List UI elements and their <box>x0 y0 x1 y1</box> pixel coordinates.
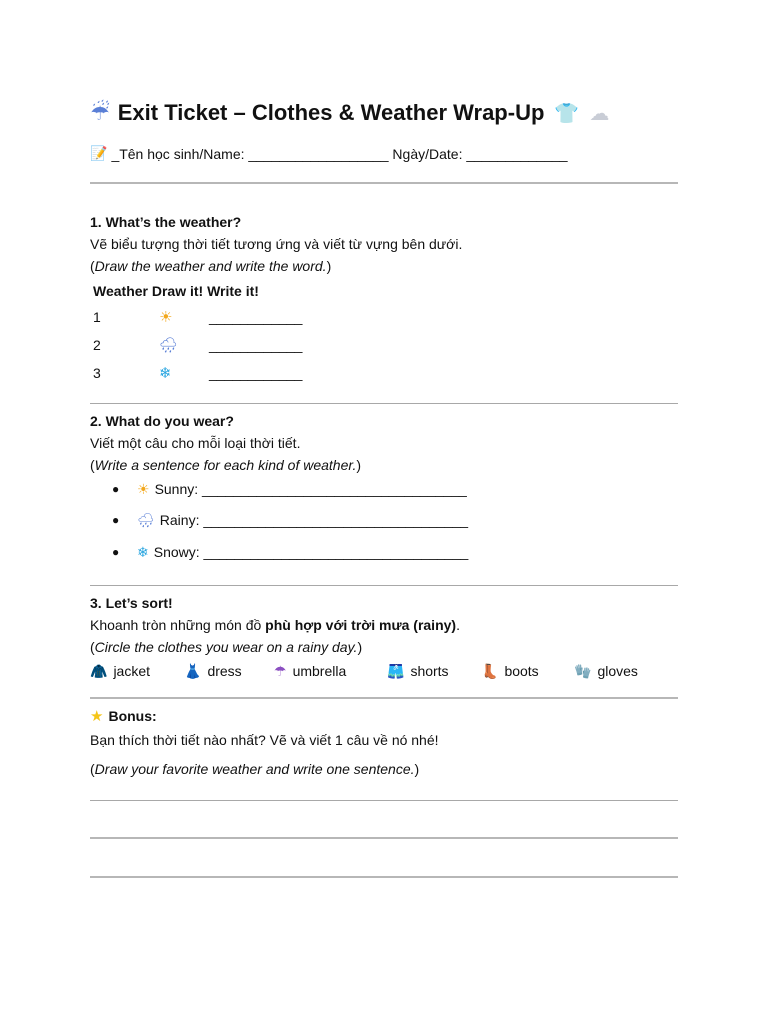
section2-heading: 2. What do you wear? <box>90 413 234 429</box>
bonus-instruction-en: (Draw your favorite weather and write one sentence.) <box>90 761 420 777</box>
write-line: ____________ <box>209 365 303 381</box>
section3-instruction-prefix: Khoanh tròn những món đồ <box>90 617 266 633</box>
bullet-icon: ● <box>112 513 120 527</box>
clothes-item-shorts[interactable] <box>387 663 481 680</box>
clothes-label: umbrella <box>292 663 347 679</box>
page-title <box>90 96 678 130</box>
clothes-label: jacket <box>113 663 151 679</box>
bonus-heading-text: Bonus: <box>108 708 157 724</box>
list-item <box>112 510 468 530</box>
answer-line[interactable] <box>90 837 678 839</box>
section3-instruction-suffix: . <box>456 617 460 633</box>
weather-table-header: Weather Draw it! Write it! <box>93 283 259 299</box>
clothes-item-gloves[interactable] <box>574 663 638 680</box>
jacket-icon: 🧥 <box>90 662 108 679</box>
clothes-list <box>90 661 678 681</box>
section2-instruction-vi: Viết một câu cho mỗi loại thời tiết. <box>90 435 301 451</box>
divider <box>90 403 678 404</box>
rain-icon: 🌧 <box>137 511 155 528</box>
answer-line[interactable] <box>90 876 678 878</box>
bullet-icon: ● <box>112 545 120 559</box>
section1-instruction-en-text: Draw the weather and write the word. <box>94 258 327 274</box>
section3-instruction-bold: phù hợp với trời mưa (rainy) <box>265 617 457 633</box>
sun-icon: ☀ <box>137 480 150 497</box>
sentence-prompt: Rainy: __________________________________ <box>159 512 469 528</box>
list-item <box>112 542 468 562</box>
weather-row <box>93 363 302 383</box>
row-number: 3 <box>93 365 101 381</box>
divider <box>90 585 678 586</box>
sentence-prompt: Sunny: __________________________________ <box>154 481 467 497</box>
rain-icon: 🌧 <box>159 337 179 354</box>
clothes-label: shorts <box>410 663 449 679</box>
bonus-instruction-en-text: Draw your favorite weather and write one sentence. <box>94 761 415 777</box>
row-number: 2 <box>93 337 101 353</box>
shorts-icon: 🩳 <box>387 662 405 679</box>
memo-icon: 📝 <box>90 145 108 161</box>
clothes-item-jacket[interactable] <box>90 663 184 680</box>
boot-icon: 👢 <box>481 662 499 679</box>
section2-instruction-en-text: Write a sentence for each kind of weather. <box>94 457 357 473</box>
bonus-instruction-vi: Bạn thích thời tiết nào nhất? Vẽ và viết 1 câu về nó nhé! <box>90 732 439 748</box>
section3-heading: 3. Let’s sort! <box>90 595 173 611</box>
snowflake-icon: ❄ <box>137 543 149 560</box>
name-date-text: _Tên học sinh/Name: __________________ Ngày/Date: _____________ <box>111 145 568 162</box>
clothes-item-boots[interactable] <box>481 663 574 680</box>
tshirt-icon: 👕 <box>554 102 580 125</box>
list-item <box>112 479 467 499</box>
answer-line[interactable] <box>90 800 678 801</box>
sun-icon: ☀ <box>159 309 173 326</box>
write-line: ____________ <box>209 337 303 353</box>
clothes-label: dress <box>207 663 242 679</box>
weather-row <box>93 307 302 327</box>
umbrella-icon: ☂ <box>274 662 287 679</box>
rain-cloud-icon: ☔ <box>90 100 110 125</box>
bonus-heading <box>90 707 157 725</box>
section3-instruction-vi <box>90 616 460 634</box>
dress-icon: 👗 <box>184 662 202 679</box>
section2-instruction-en: (Write a sentence for each kind of weather.) <box>90 457 362 473</box>
divider <box>90 697 678 699</box>
weather-row <box>93 335 302 355</box>
clothes-item-umbrella[interactable] <box>274 663 387 680</box>
title-text: Exit Ticket – Clothes & Weather Wrap-Up <box>117 100 545 125</box>
star-icon: ★ <box>90 708 104 725</box>
divider <box>90 182 678 184</box>
snowflake-icon: ❄ <box>159 365 172 382</box>
sentence-prompt: Snowy: __________________________________ <box>153 544 469 560</box>
name-date-line <box>90 145 568 162</box>
row-number: 1 <box>93 309 101 325</box>
section1-instruction-vi: Vẽ biểu tượng thời tiết tương ứng và viết từ vựng bên dưới. <box>90 236 463 252</box>
clothes-label: gloves <box>597 663 638 679</box>
gloves-icon: 🧤 <box>574 662 592 679</box>
bullet-icon: ● <box>112 482 120 496</box>
section3-instruction-en: (Circle the clothes you wear on a rainy day.) <box>90 639 363 655</box>
clothes-item-dress[interactable] <box>184 663 274 680</box>
section1-instruction-en: (Draw the weather and write the word.) <box>90 258 332 274</box>
write-line: ____________ <box>209 309 303 325</box>
section3-instruction-en-text: Circle the clothes you wear on a rainy day. <box>94 639 358 655</box>
clothes-label: boots <box>504 663 539 679</box>
cloud-icon: ☁ <box>589 102 610 125</box>
section1-heading: 1. What’s the weather? <box>90 214 242 230</box>
